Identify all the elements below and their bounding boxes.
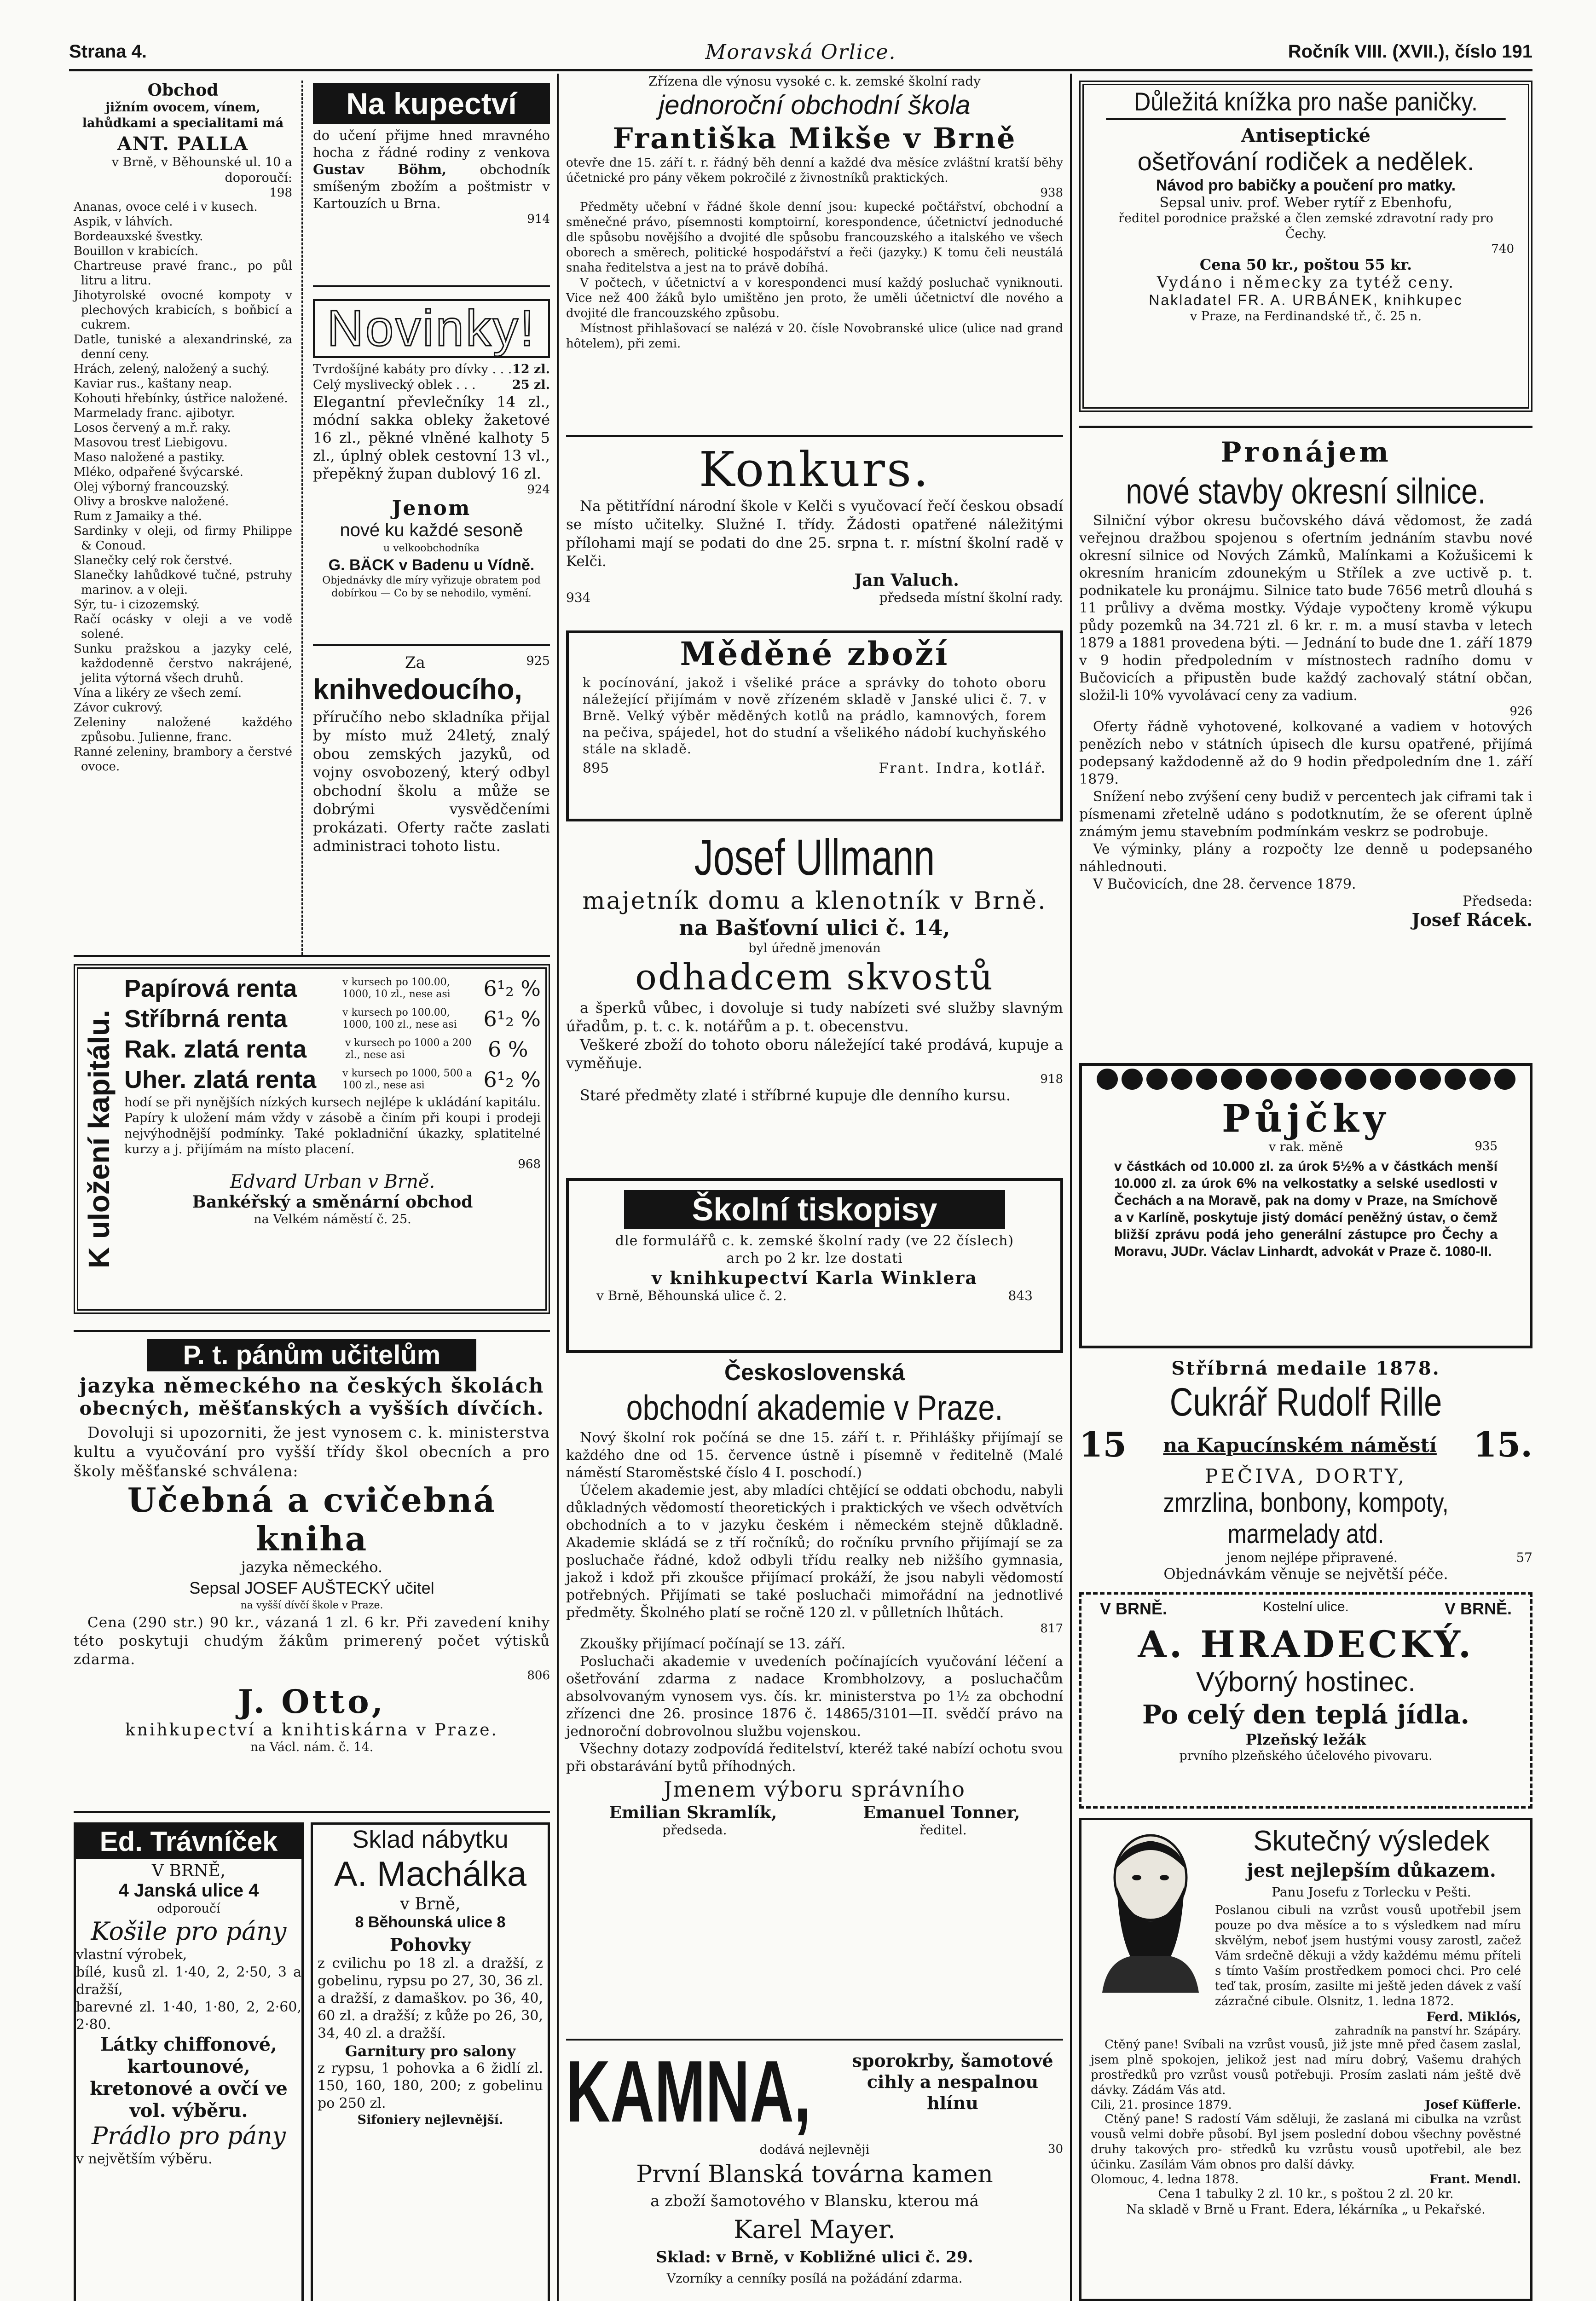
- vysledek-l2: Poslanou cibuli na vzrůst vousů upotřebil jsem pouze po dva měsíce a to s výsledkem nad míru skvělým, neboť jsem hustými vousy zarostl, začež Vám srdečně děkuji a vždy každému mému příteli s tímto Vaším prostředkem pomoci chci. Pro celé teď tak, prosím, zasilte mi ještě jeden dávek z vaší zázračné cibule. Olsnitz, 1. ledna 1872.: [1215, 1903, 1521, 2008]
- knizka-h1: Antiseptické: [1241, 125, 1370, 146]
- kapital-body: hodí se při nynějších nízkých kursech nejlépe k ukládání kapitálu. Papíry k uložení mám vždy v zásobě a činím při koupi i prodeji nejvýhodnější podmínky. Také pokladniční úkazky, splatitelné kurzy a j. přijímám na místo placení.: [124, 1095, 541, 1156]
- ucitelum-title: P. t. pánům učitelům: [147, 1339, 476, 1371]
- ucitelum-body: Dovoluji si upozorniti, že jest vynosem c. k. ministerstva kultu a vyučování pro vyšší třídy škol obecních a pro školy měšťanské schválena:: [74, 1423, 550, 1480]
- knizka-h2: ošetřování rodiček a nedělek.: [1137, 147, 1475, 176]
- palla-item: Hrách, zelený, naložený a suchý.: [74, 362, 270, 376]
- divider: [313, 285, 550, 287]
- rille-l3: jenom nejlépe připravené.: [1226, 1550, 1398, 1565]
- divider: [1079, 426, 1532, 428]
- travnicek-l4: Látky chiffonové, kartounové, kretonové a ovčí ve vol. výběru.: [90, 2034, 288, 2122]
- palla-item: Masovou tresť Liebigovu.: [74, 436, 228, 450]
- mikse-ref: 938: [1040, 186, 1063, 200]
- akademie-body1: Nový školní rok počíná se dne 15. září t. r. Přihlášky přijímají se každého dne od 15. července ústně i písemně v ředitelně (Malé náměstí Staroměstské číslo 4 I. poschodí.): [566, 1430, 1063, 1481]
- decorative-dot: [1246, 1069, 1267, 1090]
- ullmann-addr: na Bašťovní ulici č. 14,: [679, 915, 950, 940]
- knizka-ad: [1079, 81, 1532, 412]
- medene-body: k pocínování, jakož i všeliké práce a správky do tohoto oboru náležející přijímám v nově zřízeném skladě v Janské ulici č. 7. v Brně. Velký výběr měděných kotlů na prádlo, kamnových, forem na pečiva, spájedel, hot do studní a všelikého nádobí kuchyňského stále na skladě.: [583, 675, 1047, 757]
- ucitelum-author: Sepsal JOSEF AUŠTECKÝ učitel: [189, 1578, 434, 1597]
- palla-item: Ranné zeleniny, brambory a čerstvé ovoce.: [74, 745, 292, 774]
- kamna-tail: Vzorníky a cenníky posílá na požádání zdarma.: [666, 2272, 963, 2286]
- decorative-dot: [1171, 1069, 1192, 1090]
- tiskopisy-ad: [566, 1178, 1063, 1353]
- ullmann-sub: byl úředně jmenován: [748, 941, 881, 955]
- vysledek-sig5: Frant. Mendl.: [1429, 2173, 1521, 2186]
- mikse-name: Františka Mikše v Brně: [613, 121, 1017, 155]
- kapital-row-note: v kursech po 100.00, 1000, 100 zl., nese asi: [342, 1007, 457, 1030]
- palla-item: Slanečky lahůdkové tučné, pstruhy marinov. a v oleji.: [74, 568, 292, 597]
- akademie-pre: Československá: [724, 1359, 905, 1385]
- konkurs-signer: Jan Valuch.: [854, 571, 959, 590]
- akademie-footer: Jmenem výboru správního: [664, 1777, 966, 1802]
- decorative-dot: [1097, 1069, 1118, 1090]
- palla-item: Bouillon v krabicích.: [74, 244, 199, 258]
- novinky-nove: nové ku každé sesoně: [340, 520, 523, 540]
- tiskopisy-addr: v Brně, Běhounská ulice č. 2.: [596, 1288, 787, 1303]
- machalka-b1: z cvilichu po 18 zl. a dražší, z gobelinu, rypsu po 27, 30, 36 zl. a dražší, z damaškov. po 36, 40, 60 zl. a dražší; z kůže po 26, 30, 34, 40 zl. a dražší.: [318, 1955, 543, 2041]
- knizka-author2: ředitel porodnice pražské a člen zemské zdravotní rady pro Čechy.: [1118, 211, 1493, 241]
- palla-item: Olivy a broskve naložené.: [74, 495, 229, 509]
- travnicek-ad: [74, 1822, 304, 2301]
- machalka-street: 8 Běhounská ulice 8: [355, 1914, 506, 1931]
- decorative-dot: [1370, 1069, 1391, 1090]
- kupectvi-name: Gustav Böhm,: [313, 162, 447, 177]
- palla-items: [74, 200, 292, 774]
- ucitelum-book: Učebná a cvičebná kniha: [127, 1480, 497, 1558]
- kamna-owner: Karel Mayer.: [734, 2215, 896, 2244]
- vysledek-sklad: Na skladě v Brně u Frant. Edera, lékárníka „ u Pekařské.: [1126, 2203, 1486, 2217]
- novinky-firm: G. BÄCK v Badenu u Vídně.: [328, 556, 535, 574]
- pronajem-body4: Ve výminky, plány a rozpočty lze denně u podepsaného náhlednouti.: [1079, 841, 1532, 875]
- divider: [74, 1811, 550, 1813]
- kapital-row-name: Uher. zlatá renta: [124, 1066, 317, 1093]
- divider: [566, 2039, 1063, 2041]
- pujcky-ref: 935: [1475, 1139, 1498, 1153]
- travnicek-l2: bílé, kusů zl. 1·40, 2, 2·50, 3 a dražší,: [76, 1964, 301, 1998]
- akademie-sig2r: ředitel.: [919, 1822, 967, 1838]
- travnicek-l5: Prádlo pro pány: [92, 2122, 286, 2150]
- ucitelum-lang: jazyka německého.: [241, 1558, 383, 1576]
- decorative-dot: [1122, 1069, 1143, 1090]
- mikse-body: otevře dne 15. září t. r. řádný běh denní a každé dva měsíce zvláštní kratší běhy účetnické pro pány věkem pokročilé z živnostníků praktických.: [566, 156, 1063, 185]
- kamna-sklad: Sklad: v Brně, v Kobližné ulici č. 29.: [656, 2248, 973, 2266]
- ucitelum-pub-sub: knihkupectví a knihtiskárna v Praze.: [125, 1721, 498, 1740]
- vysledek-l1: Panu Josefu z Torlecku v Pešti.: [1272, 1885, 1471, 1900]
- kapital-side-label: K uložení kapitálu.: [82, 1010, 116, 1268]
- novinky-jenom: Jenom: [392, 497, 471, 520]
- machalka-b2: z rypsu, 1 pohovka a 6 židlí zl. 150, 160, 180, 200; z gobelinu po 250 zl.: [318, 2060, 543, 2111]
- travnicek-big: Košile pro pány: [91, 1917, 287, 1946]
- palla-item: Marmelady franc. ajibotyr.: [74, 406, 235, 420]
- palla-item: Račí ocásky v oleji a ve vodě solené.: [74, 613, 292, 641]
- hradecky-sub: Výborný hostinec.: [1196, 1666, 1416, 1697]
- rille-name: Cukrář Rudolf Rille: [1169, 1380, 1442, 1424]
- knihvedouci-ad: [313, 653, 550, 948]
- column-divider: [1070, 74, 1072, 2301]
- palla-item: Rum z Jamaiky a thé.: [74, 509, 202, 523]
- kamna-ad: [566, 2043, 1063, 2301]
- pronajem-signer: Josef Rácek.: [1411, 909, 1532, 930]
- akademie-title: obchodní akademie v Praze.: [626, 1388, 1003, 1428]
- palla-item: Aspik, v láhvích.: [74, 215, 173, 229]
- travnicek-l3: barevné zl. 1·40, 1·80, 2, 2·60, 2·80.: [76, 1999, 301, 2033]
- decorative-dot: [1320, 1069, 1342, 1090]
- kapital-row: [124, 973, 541, 1004]
- pujcky-title: Půjčky: [1221, 1097, 1390, 1141]
- divider: [313, 644, 550, 646]
- novinky-title: Novinky!: [313, 299, 550, 358]
- ullmann-big: odhadcem skvostů: [635, 957, 995, 998]
- ucitelum-pub-addr: na Václ. nám. č. 14.: [250, 1740, 374, 1754]
- decorative-dot: [1494, 1069, 1515, 1090]
- machalka-b3: Sifoniery nejlevnější.: [357, 2113, 503, 2127]
- hradecky-beer2: prvního plzeňského účelového pivovaru.: [1179, 1749, 1433, 1763]
- palla-item: Maso naložené a pastiky.: [74, 451, 225, 464]
- kupectvi-ad: [313, 83, 550, 276]
- knizka-title: Důležitá knížka pro naše paničky.: [1106, 85, 1506, 120]
- tiskopisy-body: dle formulářů c. k. zemské školní rady (ve 22 číslech) arch po 2 kr. lze dostati: [615, 1233, 1014, 1266]
- hradecky-big: Po celý den teplá jídla.: [1142, 1700, 1469, 1730]
- hradecky-left: V BRNĚ.: [1100, 1599, 1168, 1618]
- decorative-dot: [1221, 1069, 1242, 1090]
- hradecky-right: V BRNĚ.: [1444, 1599, 1512, 1618]
- pronajem-ad: [1079, 435, 1532, 1056]
- vysledek-sig1r: zahradník na panství hr. Szápáry.: [1335, 2024, 1521, 2037]
- pronajem-body3: Snížení nebo zvýšení ceny budiž v percentech jak ciframi tak i písmenami zřetelně udáno s podotknutím, že se oferent úplně známým jemu stavebním podmínkám veskrz se podrobuje.: [1079, 789, 1532, 840]
- akademie-ad: [566, 1358, 1063, 2039]
- mikse-title: jednoroční obchodní škola: [659, 90, 971, 120]
- novinky-ad: [313, 299, 550, 640]
- palla-item: Jihotyrolské ovocné kompoty v plechových krabicích, s boňbicí a cukrem.: [74, 289, 292, 332]
- decorative-dot: [1295, 1069, 1317, 1090]
- pujcky-ad: [1079, 1063, 1532, 1348]
- ullmann-ad: [566, 828, 1063, 1187]
- akademie-body3: Zkoušky přijímací počínají se 13. září.: [580, 1636, 846, 1652]
- vysledek-l3: Ctěný pane! Svíbali na vzrůst vousů, již jste mně před časem zaslal, jsem plně spokojen, jelikož jest nad míru dobrý, Vašemu drahých prostředků pro vzrůst vousů potřebuji. Prosím zaslati nám ještě dvě dávky. Zádám Vás atd.: [1091, 2038, 1521, 2097]
- machalka-ad: [311, 1822, 550, 2301]
- novinky-l1: Tvrdošíjné kabáty pro dívky . . .: [313, 362, 512, 376]
- palla-title: Obchod: [147, 81, 219, 100]
- page-header: [69, 37, 1532, 64]
- hradecky-mid: Kostelní ulice.: [1263, 1599, 1349, 1614]
- knihvedouci-body: příručího nebo skladníka přijal by místo muž 24letý, znalý obou zemských jazyků, od vojny osvobozený, který odbyl obchodní školu a může se dobrými vysvědčeními prokázati. Oferty račte zaslati administraci tohoto listu.: [313, 708, 550, 855]
- palla-item: Vína a likéry ze všech zemí.: [74, 686, 242, 700]
- rille-addr: na Kapucínském náměstí: [1163, 1434, 1437, 1457]
- pujcky-body: v částkách od 10.000 zl. za úrok 5½% a v částkách menší 10.000 zl. za úrok 6% na velkostatky a selské usedlosti v Čechách a na Moravě, pak na domy v Praze, na Smíchově a v Karlíně, poskytuje jistý domácí peněžný ústav, o čemž bližší zprávu podá jeho generální zástupce pro Čechy a Moravu, JUDr. Václav Linhardt, advokát v Praze č. 1080-II.: [1114, 1159, 1498, 1259]
- pronajem-role: Předseda:: [1463, 893, 1532, 909]
- palla-address: v Brně, v Běhounské ul. 10 a doporoučí:: [111, 155, 292, 185]
- decorative-dot: [1469, 1069, 1491, 1090]
- decorative-dot: [1420, 1069, 1441, 1090]
- page-label: Strana 4.: [69, 41, 147, 62]
- akademie-sig2: Emanuel Tonner,: [863, 1803, 1020, 1822]
- kamna-firm2: a zboží šamotového v Blansku, kterou má: [650, 2192, 979, 2210]
- kapital-ad: [74, 964, 550, 1314]
- decorative-dot: [1395, 1069, 1416, 1090]
- kamna-sub: dodává nejlevněji: [759, 2143, 870, 2157]
- mikse-body4: Místnost přihlašovací se nalézá v 20. čísle Novobranské ulice (ulice nad grand hôtelem), při zemi.: [566, 322, 1063, 351]
- medene-ref: 895: [583, 760, 609, 776]
- kapital-signer: Edvard Urban v Brně.: [230, 1171, 435, 1192]
- kapital-firm: Bankéřský a směnární obchod: [192, 1192, 473, 1212]
- rille-ad: [1079, 1358, 1532, 1588]
- decorative-dots-top: [1082, 1069, 1530, 1092]
- kamna-side1: sporokrby, šamotové cihly a nespalnou hlínu: [852, 2050, 1053, 2113]
- newspaper-title: Moravská Orlice.: [705, 40, 896, 64]
- travnicek-street: 4 Janská ulice 4: [118, 1880, 259, 1901]
- novinky-tail: Objednávky dle míry vyřizuje obratem pod dobírkou — Co by se nehodilo, vymění.: [322, 575, 541, 599]
- novinky-body: Elegantní převlečníky 14 zl., módní sakka obleky žaketové 16 zl., pěkné vlněné kalhoty 5 zl., úplný oblek cestovní 13 vl., přepěkný župan dublový 16 zl.: [313, 393, 550, 482]
- palla-sub: jižním ovocem, vínem, lahůdkami a specialitami má: [82, 100, 284, 130]
- kamna-ref: 30: [1047, 2142, 1063, 2156]
- kapital-row: [124, 1034, 541, 1064]
- travnicek-l1: vlastní výrobek,: [76, 1947, 187, 1963]
- kapital-row-pct: 6¹₂ %: [483, 1006, 541, 1031]
- konkurs-body: Na pětitřídní národní škole v Kelči s vyučovací řečí českou obsadí se místo učitelky. Služné I. třídy. Žádosti opatřené náležitými přílohami mají se podati do dne 25. srpna t. r. místní školní radě v Kelči.: [566, 498, 1063, 570]
- decorative-dot: [1196, 1069, 1217, 1090]
- novinky-l2: Celý myslivecký oblek . . .: [313, 378, 476, 392]
- knizka-price: Cena 50 kr., poštou 55 kr.: [1199, 256, 1412, 273]
- mikse-body2: Předměty učební v řádné škole denní jsou: kupecké počtářství, obchodní a směnečné právo, písemnosti komptoirní, korespondence, účetnictví jednoduché dle spůsobu novějšího a dvojité dle spůsobu francouzského a italského ve všech oborech a směrech, politické hospodářství a řeči (jazyky.) K tomu čeli neustálá snaha ředitelstva a jest na to právě dobíhá.: [566, 200, 1063, 275]
- pujcky-sub: v rak. měně: [1268, 1140, 1343, 1154]
- decorative-dot: [1271, 1069, 1292, 1090]
- rille-ref: 57: [1516, 1550, 1532, 1565]
- vysledek-sig4: Olomouc, 4. ledna 1878.: [1091, 2173, 1239, 2186]
- hradecky-beer: Plzeňský ležák: [1245, 1731, 1366, 1748]
- column-divider-inner: [301, 81, 307, 955]
- vysledek-l4: Ctěný pane! S radostí Vám sděluji, že zaslaná mi cibulka na vzrůst vousů velmi dobře působí. Byl jsem poslední dobou všechny pověstné druhy takových pro- středků ku vzrůstu vousů upotřebil, ale bez účinku. Zasílám Vám obnos pro další dávky.: [1091, 2112, 1521, 2172]
- ullmann-body2: Veškeré zboží do tohoto oboru náležející také prodává, kupuje a vyměňuje.: [566, 1036, 1063, 1072]
- kapital-row-pct: 6 %: [488, 1037, 528, 1062]
- palla-item: Chartreuse pravé franc., po půl litru a litru.: [74, 259, 292, 288]
- kamna-firm1: První Blanská továrna kamen: [636, 2161, 993, 2188]
- vysledek-sig1: Ferd. Miklós,: [1426, 2009, 1521, 2024]
- medene-signer: Frant. Indra, kotlář.: [879, 760, 1047, 776]
- hradecky-ad: [1079, 1592, 1532, 1809]
- palla-item: Mléko, odpařené švýcarské.: [74, 465, 243, 479]
- kupectvi-body2: obchodník smíšeným zbožím a poštmistr v Kartouzích u Brna.: [313, 162, 550, 211]
- travnicek-sub: odporoučí: [157, 1902, 220, 1916]
- ullmann-body3: Staré předměty zlaté i stříbrné kupuje dle denního kursu.: [580, 1087, 1011, 1104]
- ullmann-ref: 918: [1040, 1072, 1063, 1086]
- kapital-row-name: Papírová renta: [124, 975, 297, 1002]
- tiskopisy-firm: v knihkupectví Karla Winklera: [651, 1267, 978, 1288]
- kupectvi-ref: 914: [527, 212, 550, 226]
- vysledek-sub: jest nejlepším důkazem.: [1247, 1860, 1496, 1881]
- rille-num2: 15.: [1473, 1425, 1532, 1465]
- akademie-body4: Posluchači akademie v uvedeních počínajících vyučování léčení a ošetřování zdarma z nadace Krombholzovy, a posluchačům absolvovaným vynosem vys. čís. kr. ministerstva po 1½ za obchodní zřízenci dne 26. prosince 1876 č. 14865/3101—II. svědčí právo na jednoroční dobrovolnou službu vojenskou.: [566, 1653, 1063, 1740]
- column-divider: [557, 74, 559, 2301]
- machalka-h2: Garnitury pro salony: [345, 2042, 516, 2060]
- divider: [74, 1330, 550, 1332]
- tiskopisy-title: Školní tiskopisy: [624, 1190, 1005, 1229]
- rille-l4: Objednávkám věnuje se největší péče.: [1163, 1565, 1448, 1583]
- travnicek-l6: v největším výběru.: [76, 2151, 213, 2167]
- ucitelum-sub1: jazyka německého na českých školách: [79, 1374, 544, 1398]
- ucitelum-publisher: J. Otto,: [237, 1682, 386, 1721]
- akademie-sig1r: předseda.: [662, 1822, 727, 1838]
- ullmann-body: a šperků vůbec, i dovoluje si tudy nabízeti své služby slavným úřadům, p. t. c. k. notářům a p. t. obecenstvu.: [566, 999, 1063, 1035]
- ucitelum-sub2: obecných, měšťanských a vyšších dívčích.: [79, 1398, 544, 1419]
- rille-num: 15: [1079, 1425, 1127, 1465]
- header-rule: [69, 69, 1532, 71]
- decorative-dot: [1445, 1069, 1466, 1090]
- pronajem-title: Pronájem: [1220, 436, 1391, 468]
- tiskopisy-ref: 843: [1008, 1288, 1033, 1303]
- machalka-city: v Brně,: [400, 1895, 461, 1914]
- knizka-de: Vydáno i německy za tytéž ceny.: [1157, 273, 1455, 292]
- kapital-addr: na Velkém náměstí č. 25.: [254, 1212, 411, 1226]
- decorative-dot: [1146, 1069, 1168, 1090]
- rille-l2: zmrzlina, bonbony, kompoty, marmelady atd.: [1163, 1488, 1449, 1549]
- rille-banner: Stříbrná medaile 1878.: [1171, 1358, 1440, 1379]
- kapital-rows: [124, 973, 541, 1095]
- vysledek-ad: [1079, 1818, 1532, 2301]
- hradecky-name: A. HRADECKÝ.: [1138, 1623, 1474, 1666]
- knizka-ref: 740: [1491, 242, 1514, 256]
- palla-item: Olej výborný francouzský.: [74, 480, 230, 494]
- novinky-p2: 25 zl.: [512, 378, 550, 392]
- kapital-row-name: Stříbrná renta: [124, 1005, 288, 1033]
- kupectvi-body: do učení přijme hned mravného hocha z řádné rodiny z venkova: [313, 127, 550, 160]
- kapital-ref: 968: [518, 1157, 541, 1171]
- ullmann-name: Josef Ullmann: [694, 829, 935, 886]
- palla-name: ANT. PALLA: [117, 133, 249, 155]
- machalka-title: Sklad nábytku: [352, 1826, 509, 1853]
- ucitelum-price: Cena (290 str.) 90 kr., vázaná 1 zl. 6 kr. Při zavedení knihy této poskytuji chudým žákům primerený počet výtisků zdarma.: [74, 1614, 550, 1668]
- kapital-row-pct: 6¹₂ %: [483, 976, 541, 1001]
- palla-ad: [74, 81, 292, 955]
- medene-title: Měděné zboží: [680, 635, 949, 673]
- akademie-sig1: Emilian Skramlík,: [609, 1803, 777, 1822]
- pronajem-body: Silniční výbor okresu bučovského dává vědomost, že zadá veřejnou dražbou spojenou s ofertním jednáním stavbu nové okresní silnice od Nových Zámků, Malínkami a Kožušicemi k okresním hranicím zdounekým u Střílek a zve uctivě p. t. podnikatele ku pronájmu. Silnice tato bude 7656 metrů dlouhá s 11 průlivy a dvěma mostky. Výdaje vypočteny kromě výkupu půdy pozemků na 34.721 zl. 6 kr. r. m. a musí stavba v letech 1879 a 1881 provedena býti. — Jednání to bude dne 1. září 1879 v 9 hodin předpoledním v místnostech radního domu v Bučovicích a připustěn bude každý zachovalý státní občan, složil-li 10% vyvolávací ceny za vadium.: [1079, 513, 1532, 704]
- travnicek-city: V BRNĚ,: [151, 1862, 226, 1880]
- palla-item: Sunku pražskou a jazyky celé, každodenně čerstvo nakrájené, jelita výtorná všech druhů.: [74, 642, 292, 685]
- vysledek-title: Skutečný výsledek: [1253, 1825, 1490, 1857]
- palla-item: Zeleniny naložené každého způsobu. Julienne, franc.: [74, 716, 292, 744]
- akademie-ref: 817: [1040, 1622, 1063, 1636]
- medene-ad: [566, 630, 1063, 821]
- palla-item: Ananas, ovoce celé i v kusech.: [74, 200, 258, 214]
- konkurs-role: předseda místní školní rady.: [879, 590, 1063, 605]
- kapital-row: [124, 1064, 541, 1095]
- ucitelum-ad: [74, 1339, 550, 1822]
- decorative-dot: [1345, 1069, 1366, 1090]
- palla-item: Sardinky v oleji, od firmy Philippe & Conoud.: [74, 524, 292, 553]
- palla-item: Sýr, tu- i cizozemský.: [74, 598, 200, 612]
- kapital-row-note: v kursech po 1000 a 200 zl., nese asi: [345, 1037, 472, 1061]
- novinky-p1: 12 zl.: [512, 362, 550, 376]
- knizka-addr: v Praze, na Ferdinandské tř., č. 25 n.: [1190, 309, 1422, 324]
- palla-item: Bordeauxské švestky.: [74, 230, 203, 243]
- kapital-row-name: Rak. zlatá renta: [124, 1035, 307, 1063]
- palla-item: Kaviar rus., kaštany neap.: [74, 377, 232, 391]
- ullmann-role: majetník domu a klenotník v Brně.: [582, 887, 1047, 915]
- palla-item: Slanečky celý rok čerstvé.: [74, 554, 232, 567]
- knihvedouci-ref: 925: [526, 654, 550, 668]
- vysledek-price: Cena 1 tabulky 2 zl. 10 kr., s poštou 2 zl. 20 kr.: [1158, 2187, 1454, 2201]
- vysledek-sig3: Josef Küfferle.: [1424, 2098, 1521, 2112]
- vysledek-sig2: Cili, 21. prosince 1879.: [1091, 2098, 1232, 2112]
- knizka-author: Sepsal univ. prof. Weber rytíř z Ebenhofu,: [1159, 195, 1452, 211]
- kapital-row-note: v kursech po 1000, 500 a 100 zl., nese asi: [342, 1068, 472, 1091]
- rille-l1: PEČIVA, DORTY,: [1205, 1465, 1407, 1487]
- knizka-h3: Návod pro babičky a poučení pro matky.: [1156, 177, 1456, 194]
- novinky-ref: 924: [527, 483, 550, 497]
- palla-item: Datle, tuniské a alexandrinské, za denní ceny.: [74, 333, 292, 361]
- mikse-top: Zřízena dle výnosu vysoké c. k. zemské školní rady: [648, 74, 981, 89]
- akademie-body2: Účelem akademie jest, aby mladíci chtějící se oddati obchodu, nabyli důkladných vědomostí theoretických i praktických ve všech odvětvích obchodních a to v jazyku českém i německém stejně důkladně. Akademie skládá se z tří ročníků; do ročníku prvního přijímají se za posluchače řádné, kdož odbyli třídu realky neb nižšího gymnasia, jakož i kdož při zkoušce přijímací prokáží, že jsou nabyli vědomostí potřebných. Přijímati se také posluchači mimořádní na jednotlivé předměty. Školného platí se ročně 120 zl. v půlletních lhůtách.: [566, 1482, 1063, 1621]
- pronajem-body2: Oferty řádně vyhotovené, kolkované a vadiem v hotových penězích nebo v státních úpisech dle kursu opatřené, přijímá podepsaný každodenně až do 9 hodin předpoledním dne 1. září 1879.: [1079, 719, 1532, 787]
- mikse-body3: V počtech, v účetnictví a v korespondenci musí každý posluchač vyniknouti. Vice než 400 žáků bylo umištěno jen proto, že uměli účetnictví dle nového a dvojité dle francouzského způsobu.: [566, 276, 1063, 320]
- knihvedouci-pre: Za: [405, 653, 425, 672]
- kupectvi-title: Na kupectví: [313, 83, 550, 124]
- divider: [566, 435, 1063, 437]
- pronajem-date: V Bučovicích, dne 28. července 1879.: [1093, 876, 1356, 892]
- ucitelum-author-sub: na vyšší dívčí škole v Praze.: [240, 1600, 383, 1611]
- konkurs-ref: 934: [566, 590, 591, 605]
- ucitelum-ref: 806: [527, 1669, 550, 1682]
- divider: [74, 955, 550, 957]
- kapital-row: [124, 1004, 541, 1034]
- akademie-body5: Všechny dotazy zodpovídá ředitelství, kteréž také nabízí ochotu svou při obstarávání bytů příhodných.: [566, 1741, 1063, 1775]
- palla-item: Závor cukrový.: [74, 701, 163, 715]
- kamna-big: KAMNA,: [566, 2043, 811, 2140]
- novinky-firm-pre: u velkoobchodníka: [383, 543, 480, 554]
- kapital-row-pct: 6¹₂ %: [483, 1067, 541, 1092]
- issue-label: Ročník VIII. (XVII.), číslo 191: [1288, 41, 1532, 62]
- kapital-row-note: v kursech po 100.00, 1000, 10 zl., nese asi: [342, 977, 451, 1000]
- machalka-name: A. Machálka: [334, 1855, 527, 1894]
- konkurs-ad: [566, 442, 1063, 626]
- palla-item: Kohouti hřebínky, ústřice naložené.: [74, 392, 288, 405]
- knihvedouci-title: knihvedoucího,: [313, 674, 522, 705]
- pronajem-ref: 926: [1509, 705, 1532, 718]
- pronajem-big: nové stavby okresní silnice.: [1126, 471, 1486, 511]
- mikse-ad: [566, 74, 1063, 433]
- machalka-h1: Pohovky: [389, 1934, 471, 1955]
- travnicek-name: Ed. Trávníček: [76, 1825, 301, 1859]
- konkurs-title: Konkurs.: [699, 441, 931, 497]
- palla-item: Losos červený a m.ř. raky.: [74, 421, 231, 435]
- palla-ref: 198: [269, 186, 292, 200]
- knizka-pub: Nakladatel FR. A. URBÁNEK, knihkupec: [1149, 292, 1463, 308]
